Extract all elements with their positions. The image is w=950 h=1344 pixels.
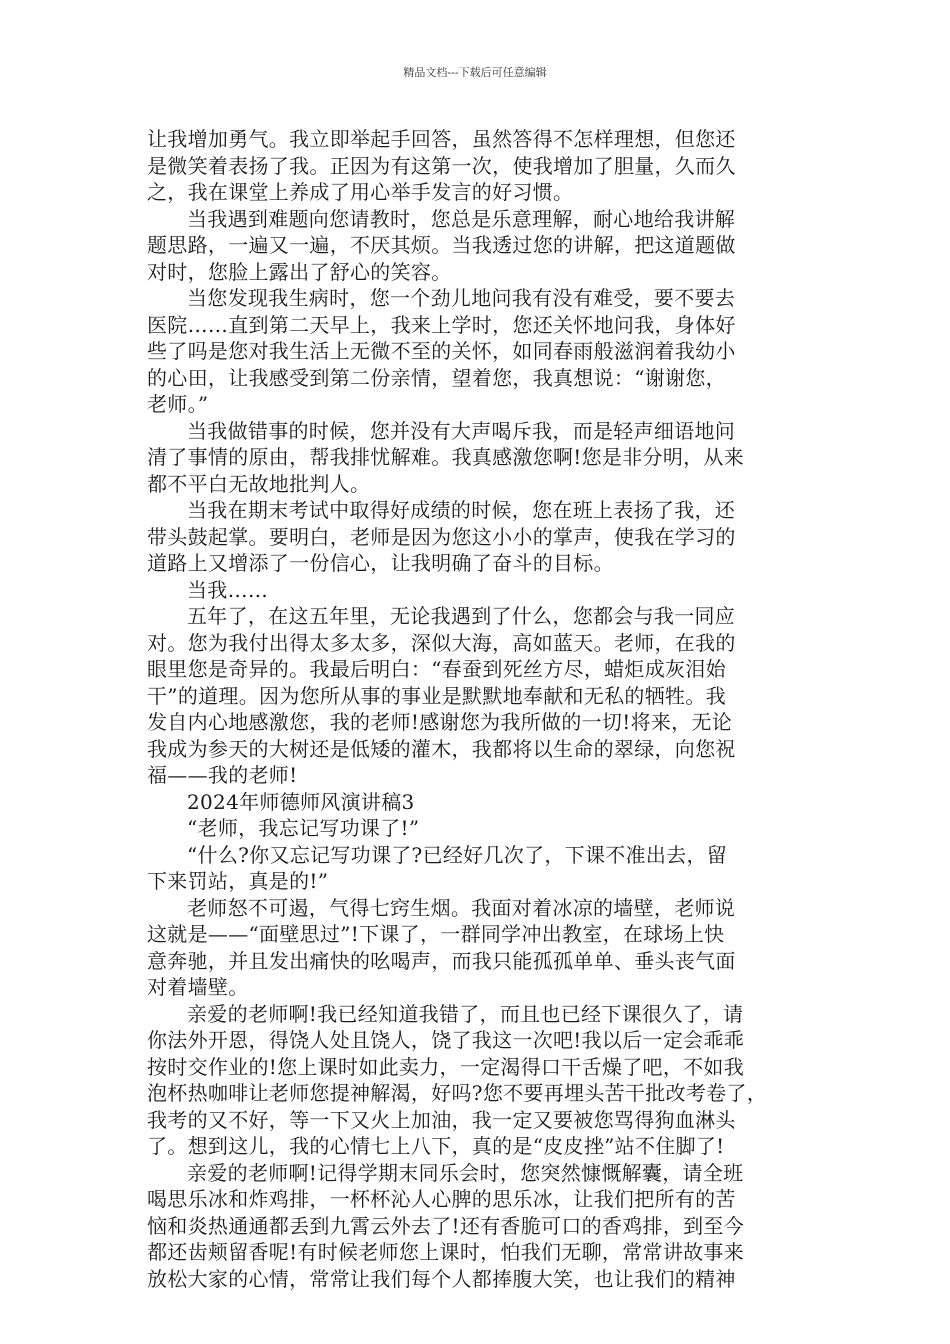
text-line: 眼里您是奇异的。我最后明白：“春蚕到死丝方尽，蜡炬成灰泪始 xyxy=(147,657,726,681)
text-line: 五年了，在这五年里，无论我遇到了什么，您都会与我一同应 xyxy=(187,604,736,628)
text-line: 对着墙壁。 xyxy=(147,975,249,999)
text-line: 都还齿颊留香呢!有时候老师您上课时，怕我们无聊，常常讲故事来 xyxy=(147,1240,745,1264)
text-line: 对。您为我付出得太多太多，深似大海，高如蓝天。老师，在我的 xyxy=(147,630,736,655)
text-line: 些了吗是您对我生活上无微不至的关怀，如同春雨般滋润着我幼小 xyxy=(147,339,736,363)
text-line: 亲爱的老师啊!我已经知道我错了，而且也已经下课很久了，请 xyxy=(187,1001,744,1026)
text-line: 老师怒不可遏，气得七窍生烟。我面对着冰凉的墙壁，老师说 xyxy=(187,895,736,920)
text-line: 的心田，让我感受到第二份亲情，望着您，我真想说：“谢谢您， xyxy=(147,365,726,390)
text-line: 干”的道理。因为您所从事的事业是默默地奉献和无私的牺牲。我 xyxy=(147,683,726,708)
text-line: 对时，您脸上露出了舒心的笑容。 xyxy=(147,259,452,284)
text-line: 医院……直到第二天早上，我来上学时，您还关怀地问我，身体好 xyxy=(147,312,736,337)
text-line: 福——我的老师! xyxy=(147,763,298,787)
text-line: 当我做错事的时候，您并没有大声喝斥我，而是轻声细语地问 xyxy=(187,418,736,443)
text-line: 喝思乐冰和炸鸡排，一杯杯沁人心脾的思乐冰，让我们把所有的苦 xyxy=(147,1187,736,1211)
text-line: 我考的又不好，等一下又火上加油，我一定又要被您骂得狗血淋头 xyxy=(147,1107,736,1132)
text-line: 我成为参天的大树还是低矮的灌木，我都将以生命的翠绿，向您祝 xyxy=(147,736,736,761)
text-line: 这就是——“面壁思过”!下课了，一群同学冲出教室，在球场上快 xyxy=(147,922,725,946)
document-body xyxy=(147,126,809,1292)
text-line: 当我遇到难题向您请教时，您总是乐意理解，耐心地给我讲解 xyxy=(187,206,736,231)
text-line: 按时交作业的!您上课时如此卖力，一定渴得口干舌燥了吧，不如我 xyxy=(147,1054,745,1079)
text-line: 让我增加勇气。我立即举起手回答，虽然答得不怎样理想，但您还 xyxy=(147,127,736,151)
text-line: 清了事情的原由，帮我排忧解难。我真感激您啊!您是非分明，从来 xyxy=(147,445,745,469)
text-line: 泡杯热咖啡让老师您提神解渴，好吗?您不要再埋头苦干批改考卷了， xyxy=(147,1081,768,1105)
text-line: 之，我在课堂上养成了用心举手发言的好习惯。 xyxy=(147,180,574,204)
text-line: 题思路，一遍又一遍，不厌其烦。当我透过您的讲解，把这道题做 xyxy=(147,233,736,257)
text-line: 意奔驰，并且发出痛快的吆喝声，而我只能孤孤单单、垂头丧气面 xyxy=(147,948,736,973)
text-line: 恼和炎热通通都丢到九霄云外去了!还有香脆可口的香鸡排，到至今 xyxy=(147,1213,745,1238)
text-line: 放松大家的心情，常常让我们每个人都捧腹大笑，也让我们的精神 xyxy=(147,1266,736,1291)
text-line: 都不平白无故地批判人。 xyxy=(147,471,371,496)
text-line: 了。想到这儿，我的心情七上八下，真的是“皮皮挫”站不住脚了! xyxy=(147,1134,725,1158)
page-header: 精品文档---下载后可任意编辑 xyxy=(403,66,547,79)
text-line: 亲爱的老师啊!记得学期末同乐会时，您突然慷慨解囊，请全班 xyxy=(187,1160,744,1185)
text-line: 2024年师德师风演讲稿3 xyxy=(187,789,415,814)
text-line: “什么?你又忘记写功课了?已经好几次了，下课不准出去，留 xyxy=(187,842,728,867)
text-line: 当我…… xyxy=(187,577,269,602)
text-line: 带头鼓起掌。要明白，老师是因为您这小小的掌声，使我在学习的 xyxy=(147,524,736,549)
text-line: 是微笑着表扬了我。正因为有这第一次，使我增加了胆量，久而久 xyxy=(147,153,736,178)
text-line: 道路上又增添了一份信心，让我明确了奋斗的目标。 xyxy=(147,551,614,575)
text-line: 老师。” xyxy=(147,392,209,416)
text-line: 当我在期末考试中取得好成绩的时候，您在班上表扬了我，还 xyxy=(187,498,736,522)
text-line: “老师，我忘记写功课了!” xyxy=(187,816,420,840)
text-line: 当您发现我生病时，您一个劲儿地问我有没有难受，要不要去 xyxy=(187,286,736,310)
text-line: 发自内心地感激您，我的老师!感谢您为我所做的一切!将来，无论 xyxy=(147,710,733,734)
text-line: 下来罚站，真是的!” xyxy=(147,869,329,893)
text-line: 你法外开恩，得饶人处且饶人，饶了我这一次吧!我以后一定会乖乖 xyxy=(147,1028,745,1052)
